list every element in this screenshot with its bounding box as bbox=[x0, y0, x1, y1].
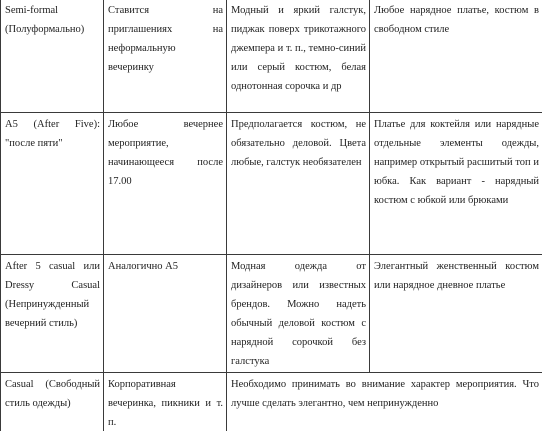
table-row bbox=[1, 0, 542, 113]
table-row bbox=[1, 255, 542, 373]
dress-style-cell bbox=[1, 0, 104, 113]
occasion-cell bbox=[104, 113, 227, 255]
men-attire-text: Предполагается костюм, не обязательно деловой. Цвета любые, галстук необязателен bbox=[231, 119, 366, 168]
women-attire-text: Элегантный женственный костюм или нарядное дневное платье bbox=[374, 261, 539, 291]
attire-note-text: Необходимо принимать во внимание характер мероприятия. Что лучше сделать элегантно, чем непринужденно bbox=[231, 379, 539, 409]
women-attire-text: Любое нарядное платье, костюм в свободном стиле bbox=[374, 5, 539, 35]
men-attire-cell bbox=[227, 0, 370, 113]
occasion-cell bbox=[104, 0, 227, 113]
women-attire-cell bbox=[370, 113, 542, 255]
attire-note-cell bbox=[227, 373, 542, 431]
occasion-cell bbox=[104, 373, 227, 431]
occasion-text: Любое вечернее мероприятие, начинающееся после 17.00 bbox=[108, 119, 223, 187]
occasion-cell bbox=[104, 255, 227, 373]
table-row bbox=[1, 113, 542, 255]
men-attire-cell bbox=[227, 113, 370, 255]
occasion-text: Ставится на приглашениях на неформальную вечеринку bbox=[108, 5, 223, 73]
women-attire-cell bbox=[370, 0, 542, 113]
dress-style-text: Semi-formal (Полуформально) bbox=[5, 5, 85, 35]
men-attire-text: Модный и яркий галстук, пиджак поверх трикотажного джемпера и т. п., темно-синий или серый костюм, белая однотонная сорочка и др bbox=[231, 5, 366, 92]
dress-style-cell bbox=[1, 255, 104, 373]
dress-style-cell bbox=[1, 373, 104, 431]
dress-style-cell bbox=[1, 113, 104, 255]
women-attire-text: Платье для коктейля или нарядные отдельные элементы одежды, например открытый расшитый топ и юбка. Как вариант - нарядный костюм с юбкой или брюками bbox=[374, 119, 539, 206]
occasion-text: Аналогично А5 bbox=[108, 261, 178, 272]
dress-style-text: A5 (After Five): "после пяти" bbox=[5, 119, 100, 149]
dress-style-text: Casual (Свободный стиль одежды) bbox=[5, 379, 100, 409]
table-row bbox=[1, 373, 542, 431]
men-attire-text: Модная одежда от дизайнеров или известных брендов. Можно надеть обычный деловой костюм с нарядной сорочкой без галстука bbox=[231, 261, 366, 367]
dress-style-text: After 5 casual или Dressy Casual (Непринужденный вечерний стиль) bbox=[5, 261, 100, 329]
women-attire-cell bbox=[370, 255, 542, 373]
occasion-text: Корпоративная вечеринка, пикники и т. п. bbox=[108, 379, 223, 428]
men-attire-cell bbox=[227, 255, 370, 373]
